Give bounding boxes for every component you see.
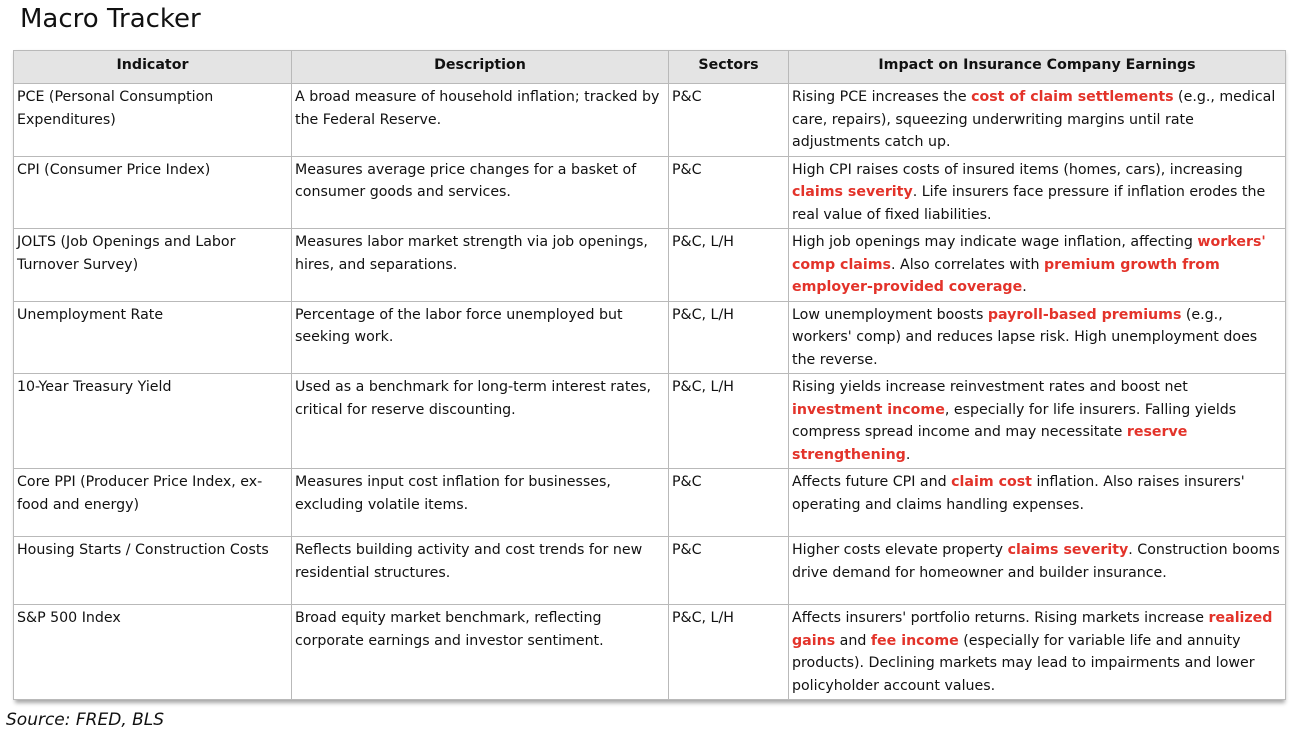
impact-cell [789,84,1286,157]
description-cell: Reflects building activity and cost trends for new residential structures. [292,537,669,605]
indicator-cell: 10-Year Treasury Yield [14,374,292,469]
indicator-cell: Core PPI (Producer Price Index, ex-food and energy) [14,469,292,537]
impact-text: Low unemployment boosts [792,306,988,323]
header-description: Description [292,51,669,84]
header-row [14,51,1286,84]
impact-cell [789,469,1286,537]
description-cell: Percentage of the labor force unemployed but seeking work. [292,301,669,374]
sectors-cell: P&C [669,84,789,157]
impact-text: High CPI raises costs of insured items (homes, cars), increasing [792,161,1243,178]
impact-highlight: payroll-based premiums [987,306,1182,323]
header-impact: Impact on Insurance Company Earnings [789,51,1286,84]
table-row [14,156,1286,229]
sectors-cell: P&C [669,156,789,229]
table-row [14,537,1286,605]
indicator-cell: PCE (Personal Consumption Expenditures) [14,84,292,157]
impact-highlight: premium growth from employer-provided coverage [792,256,1220,295]
impact-text: . Life insurers face pressure if inflation erodes the real value of fixed liabilities. [792,184,1266,223]
table-row [14,301,1286,374]
impact-cell [789,156,1286,229]
description-cell: A broad measure of household inflation; tracked by the Federal Reserve. [292,84,669,157]
table-row [14,374,1286,469]
indicator-cell: Housing Starts / Construction Costs [14,537,292,605]
table-body [14,84,1286,700]
impact-cell [789,301,1286,374]
sectors-cell: P&C [669,537,789,605]
impact-text: . [905,446,911,463]
impact-cell [789,229,1286,302]
description-cell: Measures average price changes for a basket of consumer goods and services. [292,156,669,229]
table-row [14,84,1286,157]
impact-text: (e.g., workers' comp) and reduces lapse risk. High unemployment does the reverse. [792,306,1258,368]
sectors-cell: P&C, L/H [669,374,789,469]
impact-text: inflation. Also raises insurers' operating and claims handling expenses. [792,474,1245,513]
impact-cell [789,537,1286,605]
sectors-cell: P&C, L/H [669,301,789,374]
impact-highlight: fee income [870,632,959,649]
impact-cell [789,605,1286,700]
table-row [14,229,1286,302]
indicator-cell: CPI (Consumer Price Index) [14,156,292,229]
impact-highlight: cost of claim settlements [971,89,1174,105]
impact-highlight: workers' comp claims [792,234,1266,273]
impact-highlight: reserve strengthening [792,424,1188,463]
impact-text: , especially for life insurers. Falling yields compress spread income and may necessitate [792,401,1237,440]
sectors-cell: P&C, L/H [669,229,789,302]
impact-highlight: claims severity [792,184,913,200]
description-cell: Broad equity market benchmark, reflecting corporate earnings and investor sentiment. [292,605,669,700]
header-sectors: Sectors [669,51,789,84]
impact-highlight: investment income [792,401,945,418]
impact-text: High job openings may indicate wage inflation, affecting [792,234,1198,250]
description-cell: Used as a benchmark for long-term interest rates, critical for reserve discounting. [292,374,669,469]
table-row [14,605,1286,700]
impact-highlight: claims severity [1007,542,1129,558]
impact-text: Rising PCE increases the [792,89,972,105]
impact-text: Affects future CPI and [792,474,952,490]
impact-text: (especially for variable life and annuity products). Declining markets may lead to impairments and lower policyholder account values. [792,632,1255,694]
table-row [14,469,1286,537]
impact-text: Rising yields increase reinvestment rates and boost net [792,379,1188,395]
indicator-cell: Unemployment Rate [14,301,292,374]
impact-text: and [835,632,871,649]
indicator-cell: JOLTS (Job Openings and Labor Turnover Survey) [14,229,292,302]
description-cell: Measures labor market strength via job openings, hires, and separations. [292,229,669,302]
impact-text: . Also correlates with [890,256,1044,273]
impact-highlight: realized gains [792,610,1273,649]
source-note: Source: FRED, BLS [6,710,165,730]
impact-text: . Construction booms drive demand for homeowner and builder insurance. [792,542,1280,581]
impact-highlight: claim cost [951,474,1032,490]
header-indicator: Indicator [14,51,292,84]
sectors-cell: P&C [669,469,789,537]
impact-cell [789,374,1286,469]
description-cell: Measures input cost inflation for businesses, excluding volatile items. [292,469,669,537]
macro-tracker-table [13,50,1283,700]
page-title: Macro Tracker [20,4,201,34]
sectors-cell: P&C, L/H [669,605,789,700]
impact-text: (e.g., medical care, repairs), squeezing underwriting margins until rate adjustments catch up. [792,89,1276,150]
impact-text: . [1022,279,1027,295]
impact-text: Higher costs elevate property [792,542,1008,558]
impact-text: Affects insurers' portfolio returns. Rising markets increase [792,610,1209,626]
indicator-cell: S&P 500 Index [14,605,292,700]
